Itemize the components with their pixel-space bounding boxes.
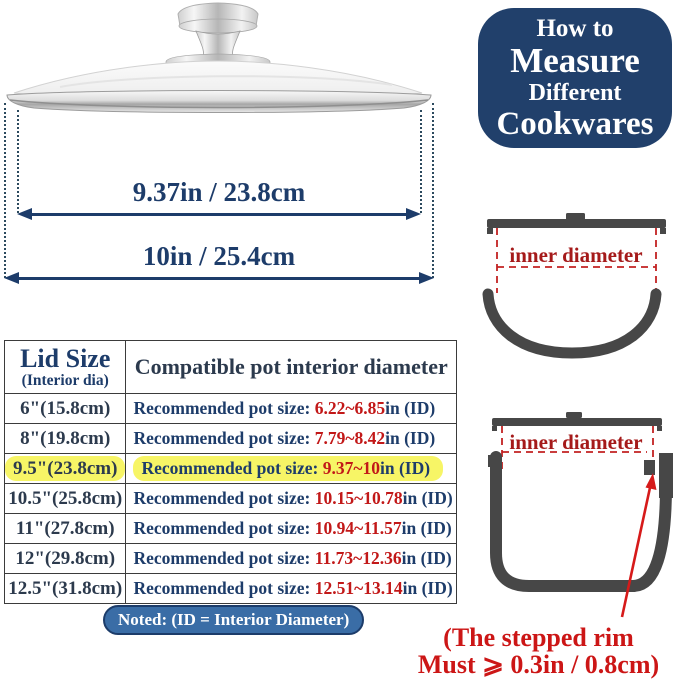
table-row: [5, 484, 457, 514]
table-row: [5, 574, 457, 604]
caption-line-1: (The stepped rim: [443, 623, 634, 652]
lid-size-table: [4, 340, 457, 604]
pot-lid-icon: [492, 412, 662, 431]
pot-size-range: 6.22~6.85: [314, 398, 386, 418]
pot-size-text: [133, 456, 443, 481]
pot-size-text: [133, 578, 452, 598]
pot-size-suffix: in (ID): [379, 458, 431, 478]
pot-size-cell: [126, 484, 457, 514]
lid-size-cell: [5, 574, 126, 604]
pot-size-range: 12.51~13.14: [314, 578, 403, 598]
lid-size-value: 8"(19.8cm): [20, 427, 111, 449]
compatible-header-label: Compatible pot interior diameter: [134, 354, 448, 379]
pot-size-text: [133, 518, 451, 538]
pot-size-text: [133, 398, 435, 418]
pot-size-suffix: in (ID): [385, 428, 436, 448]
round-pot-body: [488, 294, 656, 353]
pot-size-prefix: Recommended pot size:: [133, 398, 315, 418]
pot-size-cell: [126, 394, 457, 424]
lid-size-value: 12.5"(31.8cm): [8, 577, 123, 599]
outer-diameter-dimension: [4, 242, 434, 285]
stepped-rim-arrow-icon: [622, 473, 657, 617]
lid-size-cell: [5, 454, 126, 484]
table-header-row: [5, 341, 457, 394]
inner-diameter-label: inner diameter: [509, 430, 643, 454]
table-row: [5, 424, 457, 454]
stepped-rim-caption: [398, 624, 679, 678]
lid-size-value: 11"(27.8cm): [15, 517, 115, 539]
pot-size-range: 7.79~8.42: [314, 428, 386, 448]
badge-line-2: Measure: [510, 41, 640, 80]
lid-size-cell: [5, 514, 126, 544]
inner-diameter-value: 9.37in / 23.8cm: [132, 177, 306, 207]
lid-size-cell: [5, 544, 126, 574]
lid-size-cell: [5, 394, 126, 424]
pot-size-prefix: Recommended pot size:: [133, 548, 315, 568]
outer-diameter-value: 10in / 25.4cm: [142, 241, 296, 271]
pot-size-range: 10.94~11.57: [314, 518, 402, 538]
pot-size-prefix: Recommended pot size:: [141, 458, 323, 478]
table-header-compatible: [126, 341, 457, 394]
lid-size-value: 9.5"(23.8cm): [5, 456, 125, 481]
pot-size-prefix: Recommended pot size:: [133, 578, 315, 598]
lid-size-subtitle: (Interior dia): [21, 372, 109, 389]
pot-size-text: [133, 428, 435, 448]
stepped-rim-nub: [644, 460, 655, 475]
stepped-rim: [659, 453, 673, 498]
arrowhead-right-icon: [406, 208, 421, 220]
pot-size-range: 10.15~10.78: [314, 488, 403, 508]
table-header-lid-size: [5, 341, 126, 394]
badge-line-4: Cookwares: [496, 106, 654, 142]
arrow-line: [19, 277, 419, 280]
pot-size-prefix: Recommended pot size:: [133, 428, 315, 448]
note-pill: Noted: (ID = Interior Diameter): [103, 605, 364, 635]
arrowhead-left-icon: [4, 272, 19, 284]
glass-lid-illustration: [0, 0, 460, 125]
pot-size-suffix: in (ID): [385, 398, 436, 418]
pot-size-suffix: in (ID): [402, 578, 453, 598]
lid-steel-rim: [7, 91, 431, 113]
pot-size-cell: [126, 454, 457, 484]
pot-size-cell: [126, 574, 457, 604]
inner-diameter-label: inner diameter: [509, 243, 643, 267]
table-row: [5, 454, 457, 484]
badge-line-3: Different: [528, 80, 622, 106]
badge-line-1: How to: [536, 15, 614, 42]
pot-lid-icon: [487, 213, 666, 234]
arrowhead-left-icon: [17, 208, 32, 220]
pot-size-suffix: in (ID): [401, 548, 452, 568]
table-row: [5, 394, 457, 424]
outer-diameter-arrow: [4, 271, 434, 285]
table-row: [5, 544, 457, 574]
arrowhead-right-icon: [419, 272, 434, 284]
title-badge: [478, 8, 672, 148]
pot-size-range: 11.73~12.36: [314, 548, 402, 568]
pot-size-cell: [126, 544, 457, 574]
pot-size-prefix: Recommended pot size:: [133, 518, 315, 538]
pot-size-range: 9.37~10: [322, 458, 380, 478]
pot-size-cell: [126, 514, 457, 544]
caption-line-2: Must ⩾ 0.3in / 0.8cm): [417, 650, 660, 679]
lid-size-value: 6"(15.8cm): [20, 397, 111, 419]
pot-size-text: [133, 548, 451, 568]
table-row: [5, 514, 457, 544]
lid-size-value: 12"(29.8cm): [15, 547, 116, 569]
inner-diameter-dimension: [17, 178, 421, 221]
pot-size-suffix: in (ID): [402, 488, 453, 508]
pot-size-prefix: Recommended pot size:: [133, 488, 315, 508]
pot-size-cell: [126, 424, 457, 454]
lid-size-title: Lid Size: [20, 344, 111, 373]
lid-size-value: 10.5"(25.8cm): [8, 487, 123, 509]
pot-size-text: [133, 488, 452, 508]
lid-size-cell: [5, 484, 126, 514]
stepped-pot-diagram: [460, 405, 679, 620]
lid-size-cell: [5, 424, 126, 454]
round-pot-diagram: [470, 200, 675, 365]
stepped-pot-body: [488, 453, 673, 586]
arrow-line: [32, 213, 406, 216]
pot-size-suffix: in (ID): [401, 518, 452, 538]
inner-diameter-arrow: [17, 207, 421, 221]
